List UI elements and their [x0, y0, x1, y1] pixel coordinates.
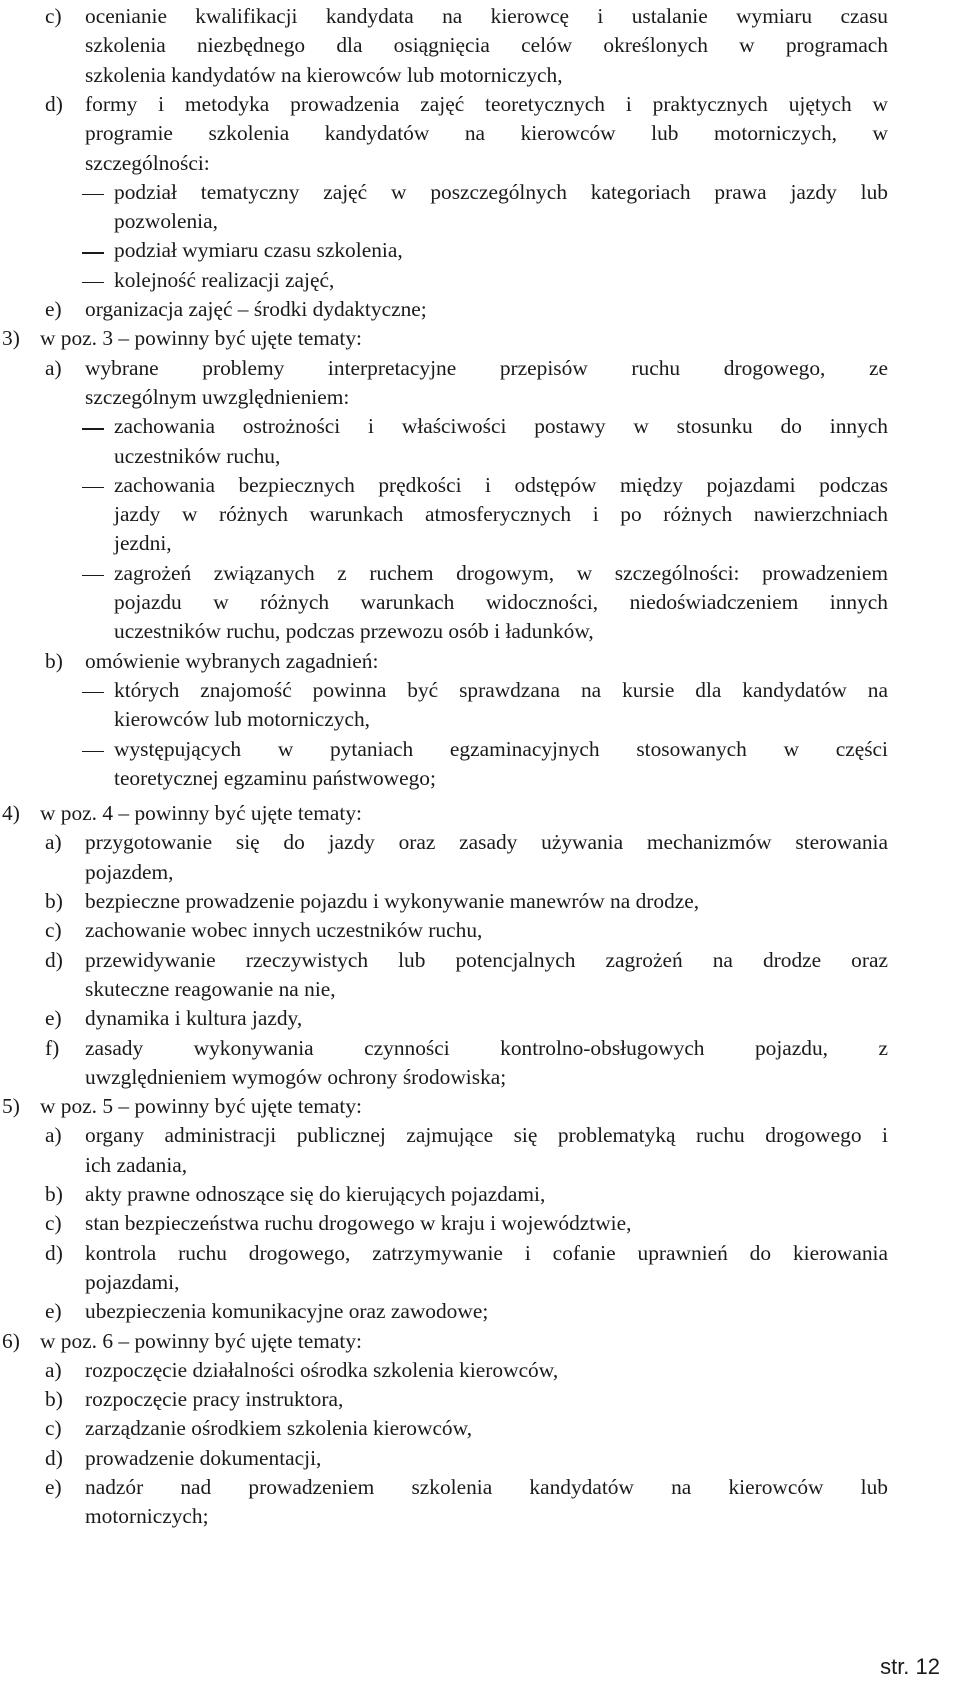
dash-bullet: [82, 194, 104, 196]
text-line: zasady wykonywania czynności kontrolno-obsługowych pojazdu, z: [85, 1035, 888, 1060]
list-marker: e): [45, 1475, 62, 1499]
text-line: których znajomość powinna być sprawdzana na kursie dla kandydatów na: [114, 677, 888, 702]
text-line: rozpoczęcie pracy instruktora,: [85, 1387, 344, 1412]
text-line: pojazdu w różnych warunkach widoczności, niedoświadczeniem innych: [114, 590, 888, 614]
text-line: przewidywanie rzeczywistych lub potencjalnych zagrożeń na drodze oraz: [85, 947, 888, 972]
text-line: szczególnym uwzględnieniem:: [85, 384, 350, 409]
list-marker: d): [45, 1240, 63, 1265]
list-marker: 5): [2, 1094, 20, 1119]
dash-bullet: [82, 692, 104, 694]
text-line: prowadzenie dokumentacji,: [85, 1445, 322, 1470]
dash-bullet: [82, 252, 104, 254]
text-line: jezdni,: [114, 531, 172, 556]
dash-bullet: [82, 487, 104, 489]
list-marker: c): [45, 1211, 62, 1236]
text-line: kierowców lub motorniczych,: [114, 707, 371, 732]
page-number: str. 12: [880, 1653, 940, 1679]
list-marker: e): [45, 297, 62, 321]
text-line: akty prawne odnoszące się do kierujących pojazdami,: [85, 1182, 546, 1206]
text-line: w poz. 6 – powinny być ujęte tematy:: [40, 1328, 362, 1353]
text-line: podział tematyczny zajęć w poszczególnych kategoriach prawa jazdy lub: [114, 179, 888, 204]
list-marker: d): [45, 1445, 63, 1470]
list-marker: a): [45, 1357, 62, 1382]
text-line: skuteczne reagowanie na nie,: [85, 976, 336, 1001]
dash-bullet: [82, 428, 104, 430]
text-line: kontrola ruchu drogowego, zatrzymywanie i cofanie uprawnień do kierowania: [85, 1240, 888, 1265]
text-line: ubezpieczenia komunikacyjne oraz zawodowe;: [85, 1299, 489, 1324]
text-line: motorniczych;: [85, 1504, 209, 1529]
text-line: nadzór nad prowadzeniem szkolenia kandydatów na kierowców lub: [85, 1475, 888, 1499]
text-line: pojazdem,: [85, 859, 174, 884]
text-line: zagrożeń związanych z ruchem drogowym, w szczególności: prowadzeniem: [114, 560, 888, 585]
text-line: szkolenia kandydatów na kierowców lub motorniczych,: [85, 62, 563, 87]
text-line: programie szkolenia kandydatów na kierowców lub motorniczych, w: [85, 121, 888, 146]
list-marker: a): [45, 830, 62, 855]
text-line: ich zadania,: [85, 1152, 188, 1177]
text-line: w poz. 4 – powinny być ujęte tematy:: [40, 801, 362, 826]
list-marker: c): [45, 1416, 62, 1441]
text-line: formy i metodyka prowadzenia zajęć teoretycznych i praktycznych ujętych w: [85, 91, 888, 116]
list-marker: a): [45, 1123, 62, 1148]
text-line: w poz. 3 – powinny być ujęte tematy:: [40, 326, 362, 351]
text-line: dynamika i kultura jazdy,: [85, 1006, 303, 1031]
text-line: szczególności:: [85, 150, 210, 175]
text-line: szkolenia niezbędnego dla osiągnięcia celów określonych w programach: [85, 33, 888, 58]
text-line: ocenianie kwalifikacji kandydata na kierowcę i ustalanie wymiaru czasu: [85, 4, 888, 28]
text-line: rozpoczęcie działalności ośrodka szkolenia kierowców,: [85, 1357, 559, 1382]
text-line: podział wymiaru czasu szkolenia,: [114, 238, 403, 263]
text-line: organizacja zajęć – środki dydaktyczne;: [85, 297, 427, 321]
text-line: przygotowanie się do jazdy oraz zasady używania mechanizmów sterowania: [85, 830, 888, 855]
list-marker: e): [45, 1299, 62, 1324]
list-marker: c): [45, 918, 62, 943]
dash-bullet: [82, 575, 104, 577]
text-line: zarządzanie ośrodkiem szkolenia kierowców,: [85, 1416, 473, 1441]
list-marker: b): [45, 1182, 63, 1206]
list-marker: 3): [2, 326, 20, 351]
text-line: stan bezpieczeństwa ruchu drogowego w kraju i województwie,: [85, 1211, 632, 1236]
dash-bullet: [82, 751, 104, 753]
list-marker: d): [45, 947, 63, 972]
text-line: zachowanie wobec innych uczestników ruchu,: [85, 918, 483, 943]
text-line: uczestników ruchu, podczas przewozu osób i ładunków,: [114, 619, 594, 644]
text-line: uwzględnieniem wymogów ochrony środowiska;: [85, 1064, 507, 1089]
text-line: wybrane problemy interpretacyjne przepisów ruchu drogowego, ze: [85, 355, 888, 380]
text-line: w poz. 5 – powinny być ujęte tematy:: [40, 1094, 362, 1119]
text-line: kolejność realizacji zajęć,: [114, 267, 335, 292]
text-line: zachowania ostrożności i właściwości postawy w stosunku do innych: [114, 414, 888, 439]
list-marker: b): [45, 889, 63, 913]
list-marker: 6): [2, 1328, 20, 1353]
list-marker: a): [45, 355, 62, 380]
text-line: pojazdami,: [85, 1269, 180, 1294]
text-line: uczestników ruchu,: [114, 443, 281, 468]
text-line: występujących w pytaniach egzaminacyjnych stosowanych w części: [114, 736, 888, 761]
list-marker: d): [45, 91, 63, 116]
list-marker: b): [45, 1387, 63, 1412]
list-marker: b): [45, 648, 63, 673]
list-marker: c): [45, 4, 62, 28]
text-line: organy administracji publicznej zajmujące się problematyką ruchu drogowego i: [85, 1123, 888, 1148]
dash-bullet: [82, 282, 104, 284]
text-line: zachowania bezpiecznych prędkości i odstępów między pojazdami podczas: [114, 472, 888, 497]
text-line: omówienie wybranych zagadnień:: [85, 648, 379, 673]
text-line: bezpieczne prowadzenie pojazdu i wykonywanie manewrów na drodze,: [85, 889, 700, 913]
text-line: teoretycznej egzaminu państwowego;: [114, 765, 436, 790]
text-line: pozwolenia,: [114, 209, 218, 234]
list-marker: f): [45, 1035, 60, 1060]
list-marker: e): [45, 1006, 62, 1031]
list-marker: 4): [2, 801, 20, 826]
text-line: jazdy w różnych warunkach atmosferycznych i po różnych nawierzchniach: [114, 502, 888, 527]
